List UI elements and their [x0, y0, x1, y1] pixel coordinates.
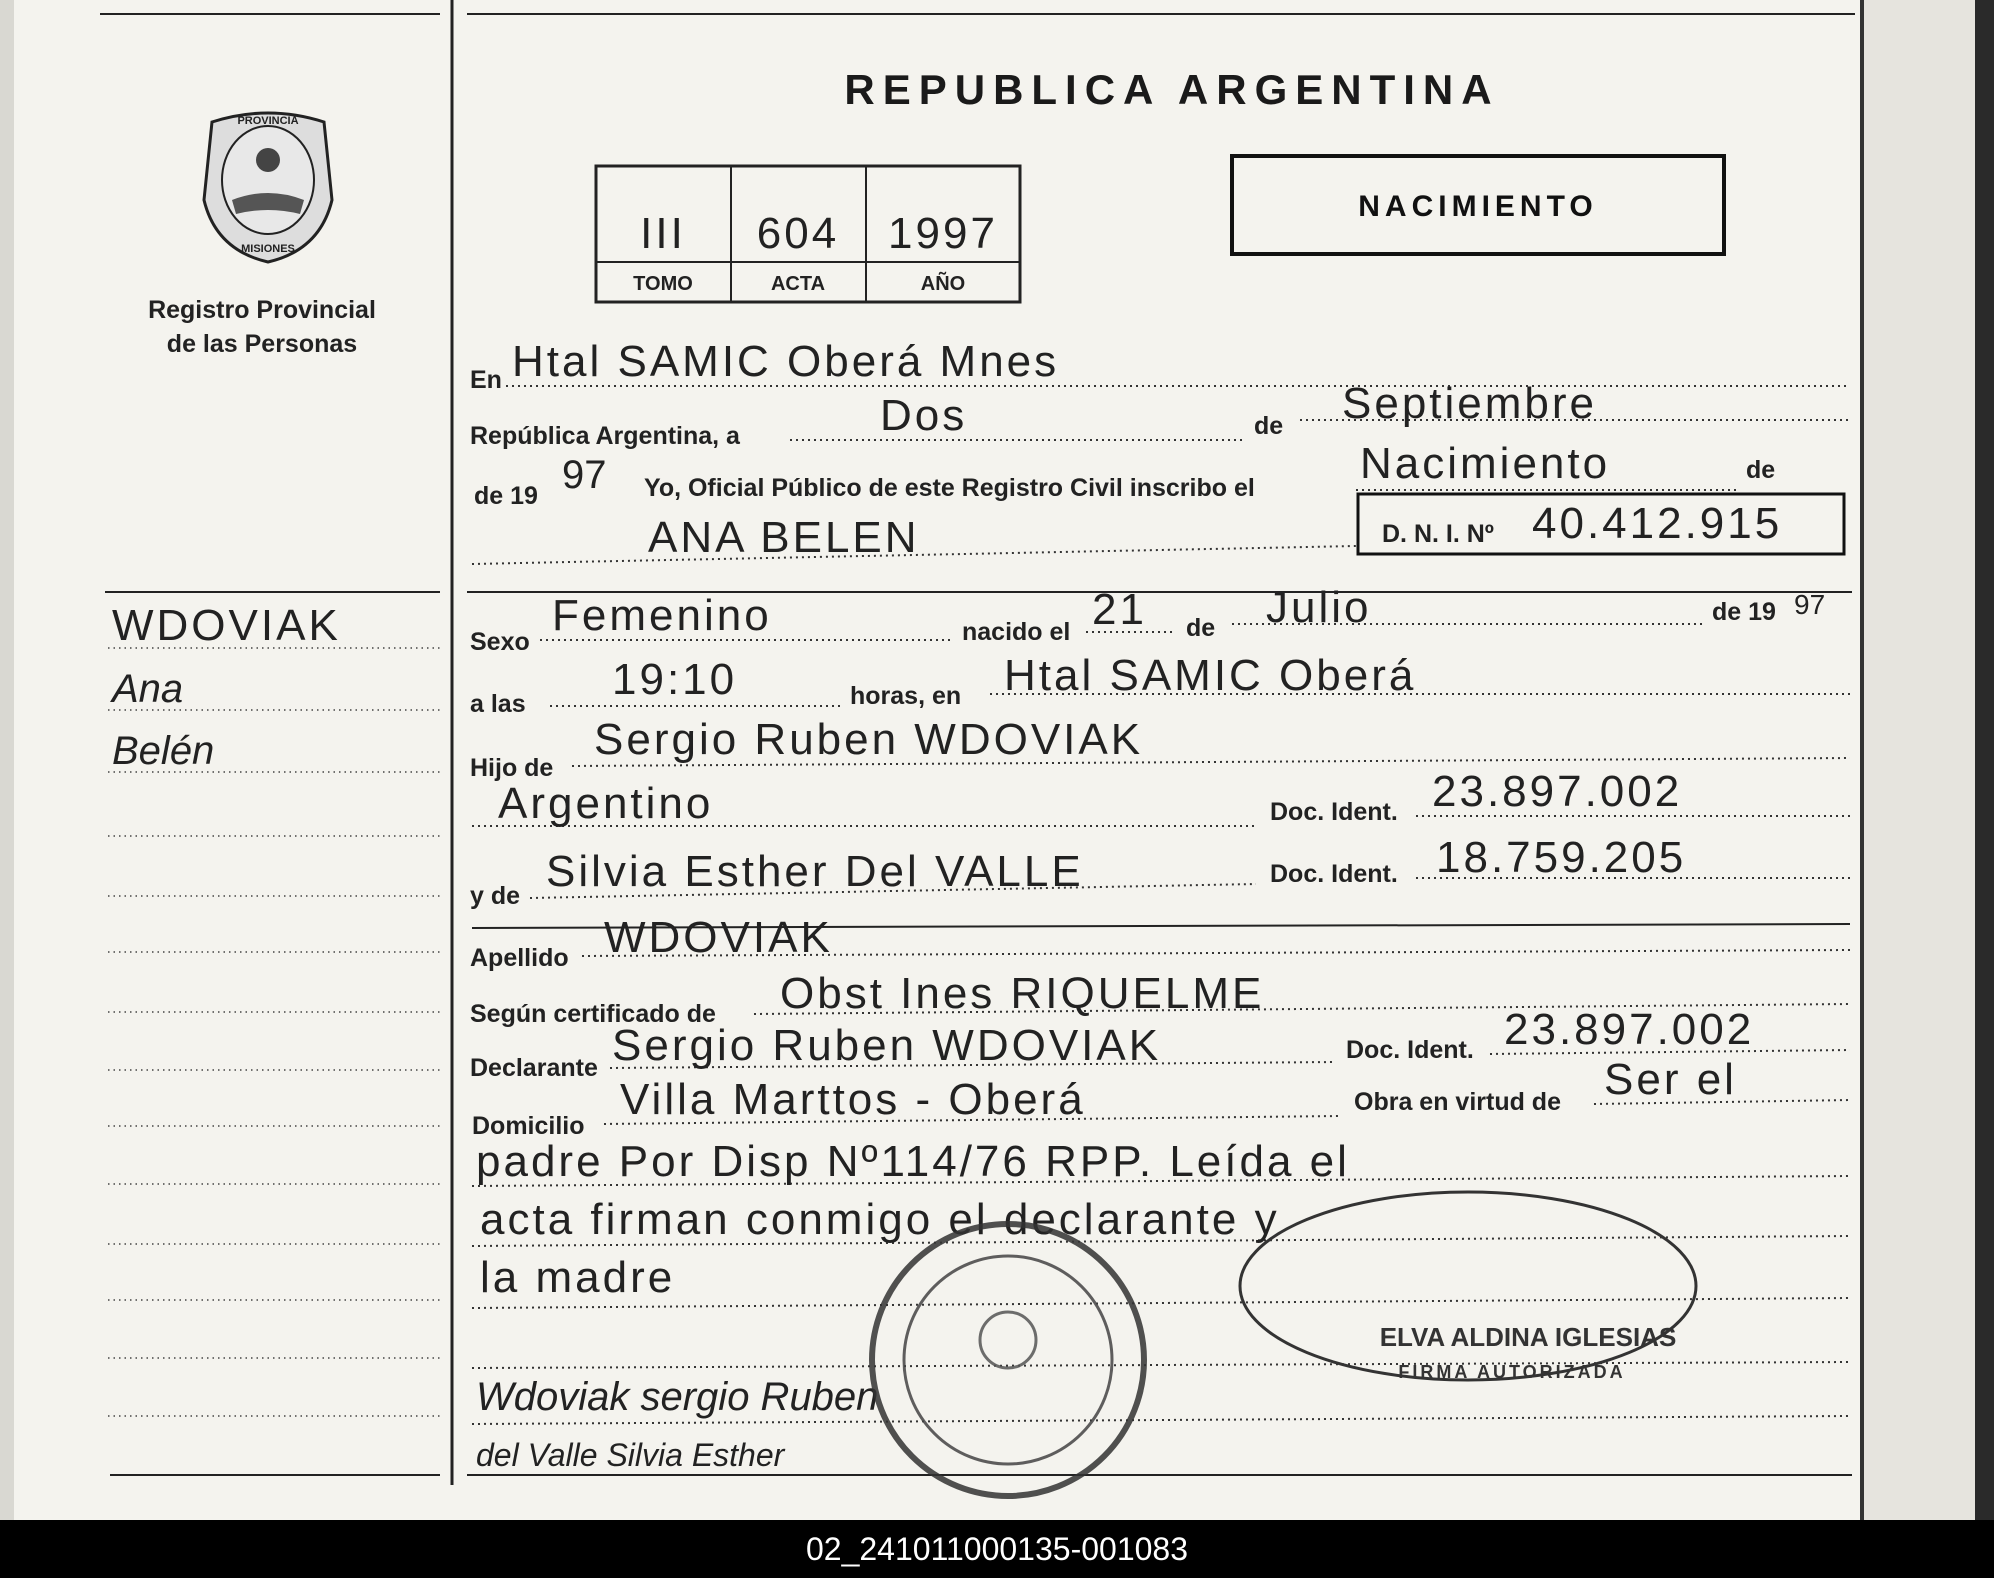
label-nacido: nacido el — [962, 618, 1071, 646]
stamp-name: ELVA ALDINA IGLESIAS — [1379, 1322, 1677, 1352]
label-apellido: Apellido — [470, 944, 569, 972]
value-obra: Ser el — [1604, 1055, 1737, 1104]
registry-name-line2: de las Personas — [166, 330, 358, 358]
label-declarante: Declarante — [470, 1054, 598, 1082]
value-madre: Silvia Esther Del VALLE — [546, 847, 1084, 896]
ano-label: AÑO — [920, 273, 966, 295]
text-line-1: padre Por Disp Nº114/76 RPP. Leída el — [476, 1137, 1350, 1186]
value-dia-nac: 21 — [1092, 585, 1147, 634]
tomo-value: III — [640, 209, 686, 258]
label-de19: de 19 — [474, 482, 538, 510]
label-de3: de — [1186, 614, 1216, 642]
value-nacionalidad: Argentino — [498, 779, 714, 828]
value-doc-declarante: 23.897.002 — [1504, 1005, 1755, 1054]
margin-second-name: Belén — [112, 729, 215, 773]
value-dia: Dos — [880, 391, 968, 440]
label-docident1: Doc. Ident. — [1270, 798, 1398, 826]
label-republica: República Argentina, a — [470, 422, 740, 450]
label-alas: a las — [470, 690, 526, 718]
value-certificado: Obst Ines RIQUELME — [780, 969, 1265, 1018]
value-domicilio: Villa Marttos - Oberá — [620, 1075, 1086, 1124]
label-hijo: Hijo de — [470, 754, 554, 782]
text-line-3: la madre — [480, 1253, 676, 1302]
label-segun: Según certificado de — [470, 1000, 716, 1028]
value-doc-padre: 23.897.002 — [1432, 767, 1683, 816]
label-horas: horas, en — [850, 682, 962, 710]
margin-first-name: Ana — [112, 667, 184, 711]
value-lugar: Htal SAMIC Oberá Mnes — [512, 337, 1060, 386]
value-doc-madre: 18.759.205 — [1436, 833, 1687, 882]
label-docident3: Doc. Ident. — [1346, 1036, 1474, 1064]
seal-bottom-text: MISIONES — [241, 243, 295, 255]
label-sexo: Sexo — [470, 628, 530, 656]
value-nombre: ANA BELEN — [648, 513, 920, 562]
label-de19b: de 19 — [1712, 598, 1776, 626]
seal-top-text: PROVINCIA — [237, 115, 299, 127]
label-yde: y de — [470, 882, 521, 910]
value-dni: 40.412.915 — [1532, 499, 1783, 548]
value-apellido: WDOVIAK — [604, 913, 833, 962]
value-anio-nac: 97 — [1794, 589, 1826, 620]
value-declarante: Sergio Ruben WDOVIAK — [612, 1021, 1162, 1070]
label-domicilio: Domicilio — [472, 1112, 585, 1140]
country-title: REPUBLICA ARGENTINA — [844, 66, 1500, 113]
label-dni: D. N. I. Nº — [1382, 520, 1494, 548]
value-mes-nac: Julio — [1266, 583, 1372, 632]
signature-father: Wdoviak sergio Ruben — [476, 1375, 879, 1419]
label-de2: de — [1746, 456, 1776, 484]
doc-type-title: NACIMIENTO — [1358, 190, 1598, 223]
label-yo: Yo, Oficial Público de este Registro Civil inscribo el — [644, 474, 1255, 502]
signature-mother: del Valle Silvia Esther — [476, 1437, 785, 1473]
stamp-role: FIRMA AUTORIZADA — [1398, 1362, 1626, 1382]
scan-caption: 02_241011000135-001083 — [0, 1520, 1994, 1578]
value-mes: Septiembre — [1342, 379, 1598, 428]
value-acto: Nacimiento — [1360, 439, 1611, 488]
value-sexo: Femenino — [552, 591, 772, 640]
label-en: En — [470, 366, 502, 394]
value-hora: 19:10 — [612, 655, 738, 704]
text-line-2: acta firman conmigo el declarante y — [480, 1195, 1280, 1244]
label-de1: de — [1254, 412, 1284, 440]
margin-surname: WDOVIAK — [112, 601, 341, 650]
tomo-label: TOMO — [633, 273, 693, 295]
label-obra: Obra en virtud de — [1354, 1088, 1561, 1116]
acta-value: 604 — [756, 209, 840, 258]
value-padre: Sergio Ruben WDOVIAK — [594, 715, 1144, 764]
label-docident2: Doc. Ident. — [1270, 860, 1398, 888]
value-lugar-nac: Htal SAMIC Oberá — [1004, 651, 1417, 700]
registry-name-line1: Registro Provincial — [148, 296, 376, 324]
acta-label: ACTA — [770, 273, 826, 295]
misiones-seal-icon — [204, 113, 332, 262]
ano-value: 1997 — [888, 209, 998, 258]
value-anio-inscripcion: 97 — [562, 453, 607, 497]
